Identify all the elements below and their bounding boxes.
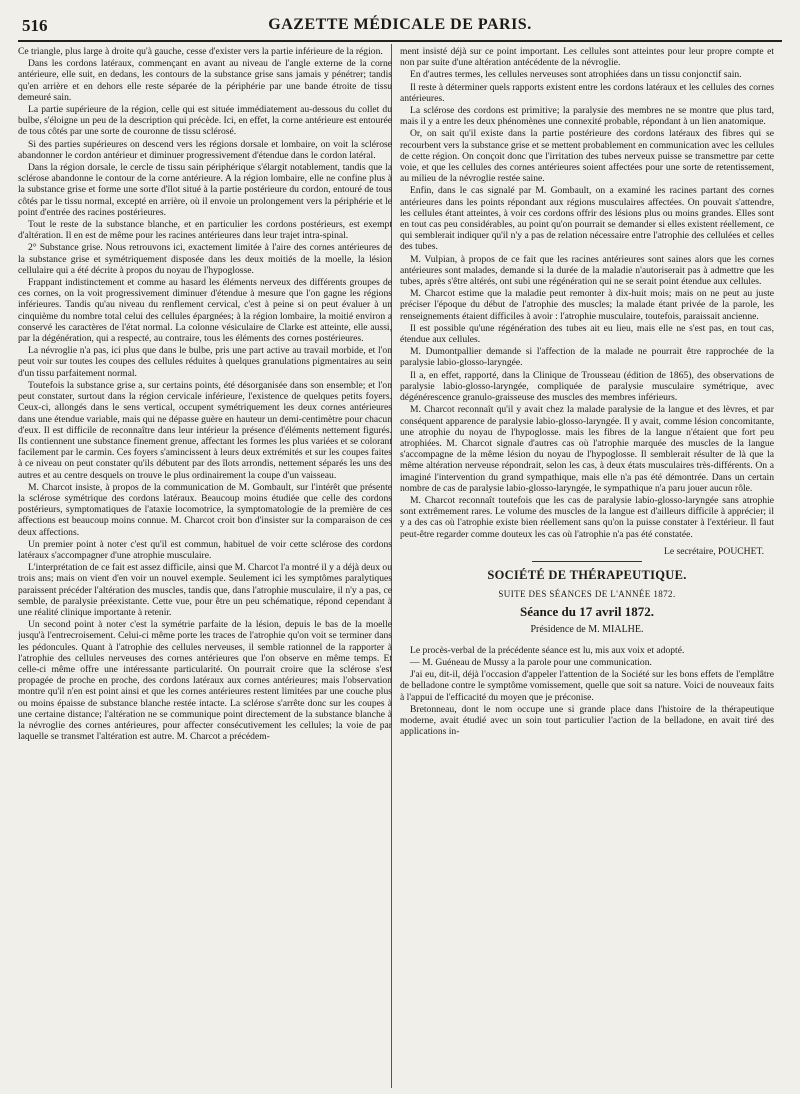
paragraph: 2° Substance grise. Nous retrouvons ici, exactement limitée à l'aire des cornes antérieures de la substance grise et symétriquement disposée dans les deux moitiés de la moelle, la lésion cellulaire qui a été décrite à propos du noyau de l'hypoglosse. bbox=[18, 242, 392, 276]
right-column bbox=[400, 46, 774, 1086]
journal-title: GAZETTE MÉDICALE DE PARIS. bbox=[268, 16, 532, 33]
paragraph: Le procès-verbal de la précédente séance est lu, mis aux voix et adopté. bbox=[410, 644, 685, 656]
paragraph: M. Charcot estime que la maladie peut remonter à dix-huit mois; mais on ne peut au juste préciser l'époque du début de l'atrophie des muscles; la malade étant privée de la parole, les renseignements étaient difficiles à avoir : l'atrophie musculaire, toutefois, paraissait ancienne. bbox=[400, 288, 774, 322]
presidence-line: Présidence de M. MIALHE. bbox=[530, 623, 644, 635]
paragraph: ment insisté déjà sur ce point important. Les cellules sont atteintes pour leur propre compte et non par suite d'une altération antécédente de la névroglie. bbox=[400, 46, 774, 69]
paragraph: Un second point à noter c'est la symétrie parfaite de la lésion, depuis le bas de la moelle jusqu'à l'entrecroisement. Celui-ci même porte les traces de l'atrophie qu'on voit se terminer dans les pédoncules. Quant à l'atrophie des cellules nerveuses, il semble rationnel de la rapporter à l'atrophie des cellules nerveuses des cornes antérieures que l'on observe en même temps. Et celle-ci même offre une intéressante particularité. On pourrait croire que la sclérose s'est propagée de proche en proche, des cordons latéraux aux cornes antérieures; mais l'observation montre qu'il n'en est point ainsi et que les cornes antérieures restent limitées par une couche plus ou moins épaisse de substance blanche restée intacte. La sclérose s'arrête donc sur les coupes à une certaine distance; l'altération ne se communique point directement de la substance blanche à la névroglie des cornes antérieures, pour affecter consécutivement les cellules; la voie de par laquelle se transmet l'altération est autre. M. Charcot a précédem- bbox=[18, 619, 392, 743]
paragraph: Bretonneau, dont le nom occupe une si grande place dans l'histoire de la thérapeutique moderne, avait étudié avec un soin tout particulier l'action de la belladone, en avait tiré des applications in- bbox=[400, 703, 774, 738]
section-separator bbox=[532, 561, 642, 562]
paragraph: M. Dumontpallier demande si l'affection de la malade ne pourrait être rapprochée de la paralysie labio-glosso-laryngée. bbox=[400, 346, 774, 369]
paragraph: Ce triangle, plus large à droite qu'à gauche, cesse d'exister vers la partie inférieure de la région. bbox=[18, 46, 383, 57]
section-subtitle: SUITE DES SÉANCES DE L'ANNÉE 1872. bbox=[498, 589, 676, 600]
paragraph: M. Charcot reconnaît toutefois que les cas de paralysie labio-glosso-laryngée sans atrophie sont extrêmement rares. Le volume des muscles de la langue est d'ailleurs difficile à apprécier; il y a des cas où l'atrophie existe bien réellement sans qu'on la puisse constater à l'extérieur. Il faut peut-être regarder comme douteux les cas où l'atrophie n'a pas été constatée. bbox=[400, 494, 774, 540]
paragraph: Tout le reste de la substance blanche, et en particulier les cordons postérieurs, est exempt d'altération. Il en est de même pour les racines antérieures dans leur trajet intra-spinal. bbox=[18, 219, 392, 242]
session-title: Séance du 17 avril 1872. bbox=[520, 604, 654, 620]
paragraph: M. Charcot insiste, à propos de la communication de M. Gombault, sur l'intérêt que présente la sclérose symétrique des cordons latéraux. Beaucoup moins étudiée que celle des cordons postérieurs, symptomatiques de l'ataxie locomotrice, la symptomatologie de la première de ces affections est beaucoup moins connue. M. Charcot croit bon d'insister sur la comparaison de ces deux affections. bbox=[18, 481, 392, 538]
paragraph: Dans les cordons latéraux, commençant en avant au niveau de l'angle externe de la corne antérieure, elle suit, en dedans, les contours de la substance grise sans jamais y pénétrer; tandis qu'en arrière et en dehors elle reste séparée de la périphérie par une bande étroite de tissu demeuré sain. bbox=[18, 58, 392, 103]
left-column bbox=[18, 46, 392, 1086]
paragraph: La partie supérieure de la région, celle qui est située immédiatement au-dessous du collet du bulbe, s'éloigne un peu de la description qui précède. Ici, en effet, la corne antérieure est entourée de tous côtés par une sorte de couronne de tissu sclérosé. bbox=[18, 104, 392, 138]
paragraph: En d'autres termes, les cellules nerveuses sont atrophiées dans un tissu conjonctif sain. bbox=[410, 69, 742, 81]
paragraph: Il est possible qu'une régénération des tubes ait eu lieu, mais elle ne s'est pas, en tout cas, étendue aux cellules. bbox=[400, 322, 774, 346]
secretary-signature: Le secrétaire, POUCHET. bbox=[664, 545, 764, 557]
paragraph: Un premier point à noter c'est qu'il est commun, habituel de voir cette sclérose des cordons latéraux s'accompagner d'une atrophie musculaire. bbox=[18, 538, 392, 561]
paragraph: Il a, en effet, rapporté, dans la Clinique de Trousseau (édition de 1865), des observations de paralysie labio-glosso-laryngée, compliquée de paralysie musculaire symétrique, avec dégénérescence granulo-graisseuse des muscles des membres inférieurs. bbox=[400, 369, 774, 404]
page-number: 516 bbox=[22, 16, 48, 35]
paragraph: Enfin, dans le cas signalé par M. Gombault, on a examiné les racines partant des cornes antérieures dans les points répondant aux régions musculaires affectées. On pouvait s'attendre, les cellules étant atteintes, à voir ces cordons offrir des lésions plus ou moins grandes. Elles sont en tout cas peu considérables, au point qu'on pourrait se demander si elles existent réellement, ce qui semblerait indiquer qu'il n'y a pas de relation nécessaire entre l'atrophie des cellulées et celles des tubes. bbox=[400, 185, 774, 253]
paragraph: Or, on sait qu'il existe dans la partie postérieure des cordons latéraux des fibres qui se recourbent vers la substance grise et se mettent probablement en communication avec les cellules de cette région. On conçoit donc que l'irritation des tubes nerveux puisse se transmettre par cette voie, et que les cellules des cornes antérieures soient affectées pour une sorte de retentissement, au milieu de la névroglie restée saine. bbox=[400, 128, 774, 185]
paragraph: Dans la région dorsale, le cercle de tissu sain périphérique s'élargit notablement, tandis que la sclérose abandonne le contour de la corne antérieure. A la région lombaire, elle ne confine plus à la substance grise et forme une sorte d'îlot situé à la partie postérieure du cordon, entouré de tous côtés par le tissu normal, excepté en arrière, où il envoie un prolongement vers la périphérie et le point d'entrée des racines postérieures. bbox=[18, 162, 392, 218]
paragraph: L'interprétation de ce fait est assez difficile, ainsi que M. Charcot l'a montré il y a déjà deux ou trois ans; mais on vient d'en voir un nouvel exemple. Seulement ici les symptômes paralytiques paraissent précéder l'altération des muscles, tandis que, dans l'atrophie musculaire, il n'y a pas, ce semble, de paralysie préexistante. Cette vue, pour être un peu schématique, répond cependant à une réalité clinique importante à retenir. bbox=[18, 562, 392, 618]
paragraph: M. Charcot reconnaît qu'il y avait chez la malade paralysie de la langue et des lèvres, et par conséquent apparence de paralysie labio-glosso-laryngée. Il y avait, comme lésion concomitante, une atrophie du noyau de l'hypoglosse. mais les fibres de la langue n'étaient que fort peu atrophiées. M. Charcot signale d'autres cas où l'atrophie marquée des muscles de la langue s'accompagne de la même lésion du noyau de l'hypoglosse. Il semblerait résulter de là que la même altération nerveuse répondrait, selon les cas, à deux états musculaires très-différents. On a imaginé l'intervention du grand sympathique, mais elle n'a pas été démontrée. Dans un certain nombre de cas de paralysie labio-glosso-laryngée, le sympathique n'a paru jouer aucun rôle. bbox=[400, 404, 774, 494]
paragraph: J'ai eu, dit-il, déjà l'occasion d'appeler l'attention de la Société sur les bons effets de l'emplâtre de belladone contre le symptôme vomissement, quelle que soit sa nature. Voici de nouveaux faits à l'appui de l'efficacité du moyen que je préconise. bbox=[400, 669, 774, 703]
paragraph: — M. Guéneau de Mussy a la parole pour une communication. bbox=[410, 656, 652, 668]
paragraph: M. Vulpian, à propos de ce fait que les racines antérieures sont saines alors que les cornes antérieures sont malades, demande si la durée de la maladie n'autoriserait pas à admettre que les tubes, après s'être altérés, ont subi une régénération qui ne se serait point étendue aux cellules. bbox=[400, 253, 774, 288]
paragraph: Toutefois la substance grise a, sur certains points, été désorganisée dans son ensemble; et l'on peut constater, surtout dans la région cervicale inférieure, l'existence de quelques petits foyers. Ceux-ci, allongés dans le sens vertical, occupent symétriquement les deux cornes antérieures dans une étendue variable, mais qui ne dépasse guère en hauteur un demi-centimètre pour chacun d'eux. Il est difficile de reconnaître dans leur intérieur la présence d'éléments nettement figurés. Ils contiennent une substance finement grenue, affectant les formes les plus variées et se colorant facilement par le carmin. Ces foyers s'amincissent à leurs deux extrémités et sur les coupes faites à ce niveau on peut constater qu'ils débutent par des îlots arrondis, nettement séparés les uns des autres et au centre desquels on trouve le plus ordinairement la coupe d'un vaisseau. bbox=[18, 379, 392, 481]
paragraph: La névroglie n'a pas, ici plus que dans le bulbe, pris une part active au travail morbide, et l'on peut voir sur toutes les coupes des cellules réduites à quelques granulations pigmentaires au sein d'un tissu parfaitement normal. bbox=[18, 345, 392, 379]
paragraph: La sclérose des cordons est primitive; la paralysie des membres ne se montre que plus tard, mais il y a entre les deux phénomènes une connexité probable, répondant à un lien anatomique. bbox=[400, 105, 774, 128]
paragraph: Si des parties supérieures on descend vers les régions dorsale et lombaire, on voit la sclérose abandonner le cordon antérieur et diminuer progressivement d'étendue dans le cordon latéral. bbox=[18, 138, 392, 161]
section-title: SOCIÉTÉ DE THÉRAPEUTIQUE. bbox=[487, 567, 687, 582]
paragraph: Il reste à déterminer quels rapports existent entre les cordons latéraux et les cellules des cornes antérieures. bbox=[400, 81, 774, 104]
paragraph: Frappant indistinctement et comme au hasard les éléments nerveux des différents groupes de ces cornes, on la voit progressivement diminuer d'étendue à mesure que l'on gagne les régions inférieures. Tandis qu'au niveau du renflement cervical, c'est à peine si on peut évaluer à un cinquième du nombre total celui des cellules épargnées; à la région lombaire, la moitié environ a conservé les caractères de l'état normal. La colonne vésiculaire de Clarke est atteinte, elle aussi, par la dégénération, qui a respecté, au contraire, tous les éléments des cornes postérieures. bbox=[18, 277, 392, 345]
page-header bbox=[18, 14, 782, 42]
